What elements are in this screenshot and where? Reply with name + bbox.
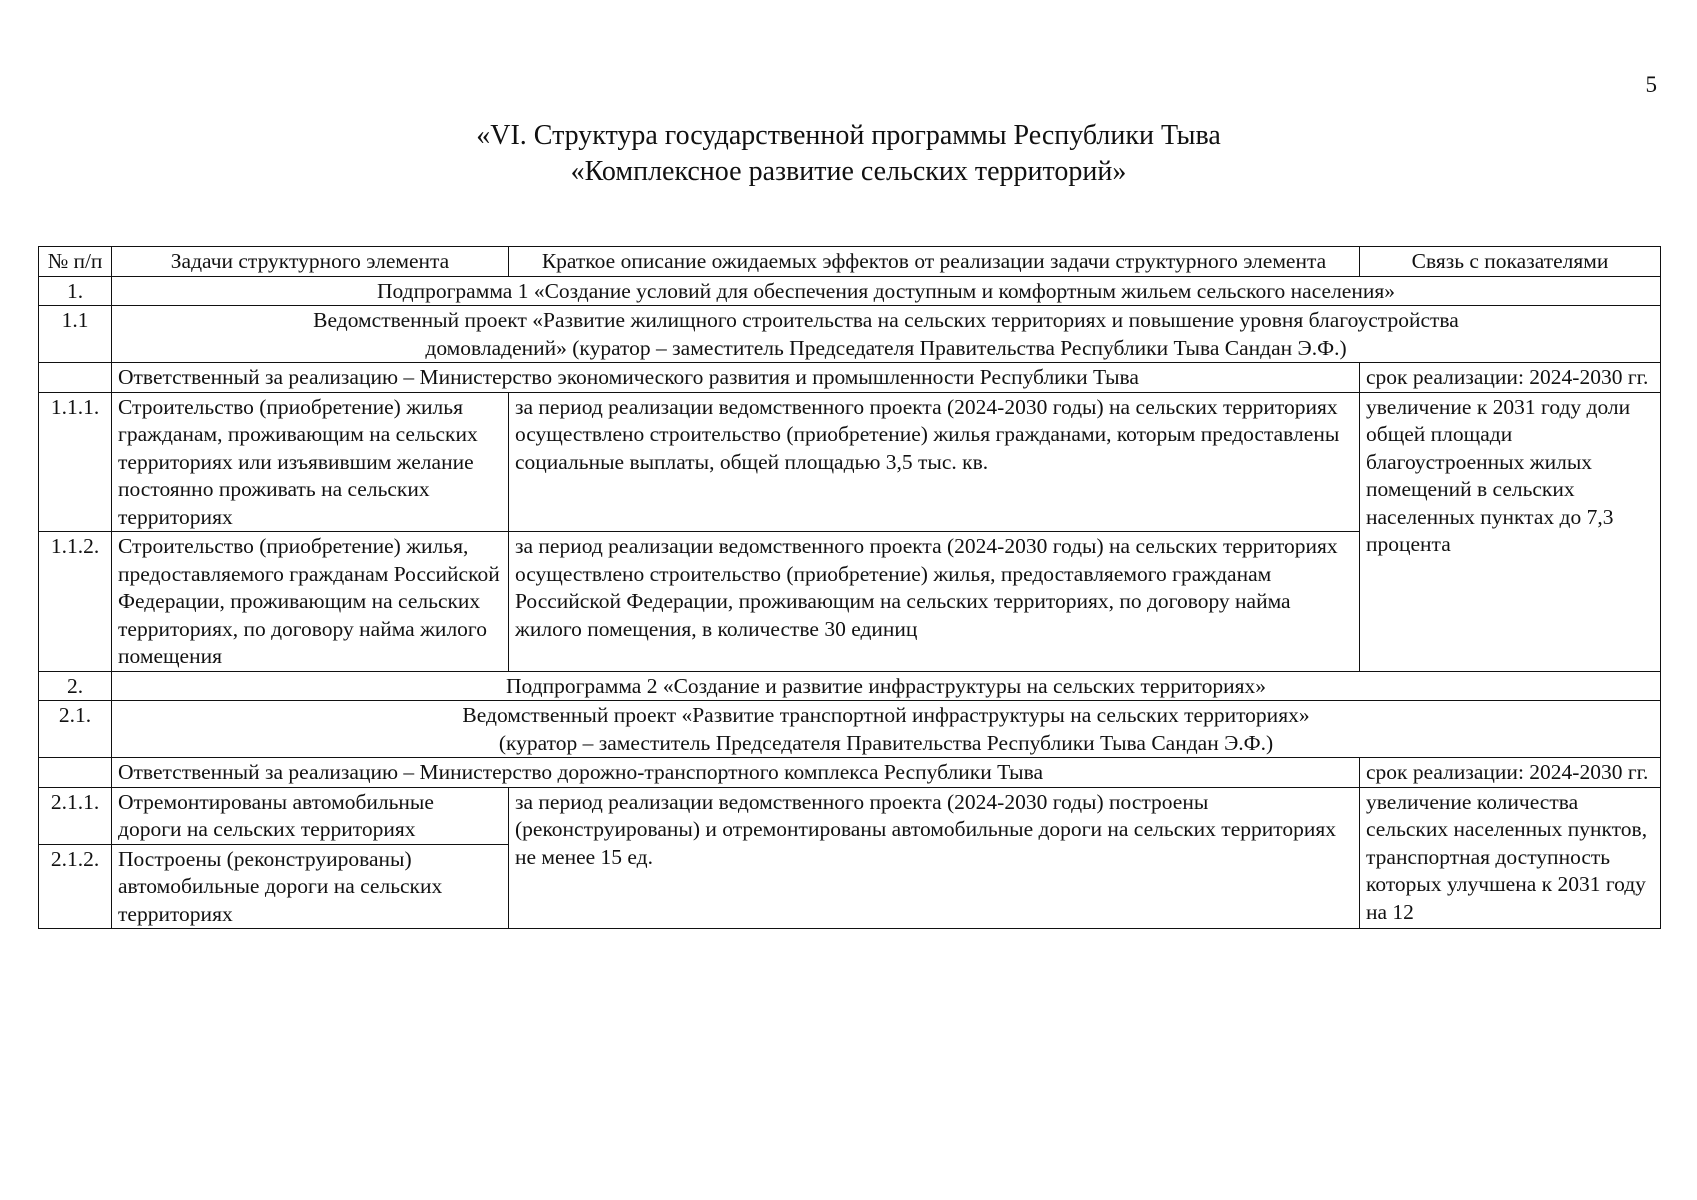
header-effects: Краткое описание ожидаемых эффектов от реализации задачи структурного элемента <box>509 247 1360 277</box>
structure-table <box>38 246 1661 929</box>
responsible-text: Ответственный за реализацию – Министерство дорожно-транспортного комплекса Республики Тыва <box>112 758 1360 788</box>
title-line-2: «Комплексное развитие сельских территорий» <box>570 156 1127 187</box>
effect-text: за период реализации ведомственного проекта (2024-2030 годы) построены (реконструированы) и отремонтированы автомобильные дороги на сельских территориях не менее 15 ед. <box>509 787 1360 929</box>
indicator-link-text: увеличение к 2031 году доли общей площади благоустроенных жилых помещений в сельских населенных пунктах до 7,3 процента <box>1360 392 1661 671</box>
table-row <box>39 701 1661 758</box>
page-number: 5 <box>1645 72 1657 97</box>
row-num <box>39 758 112 788</box>
table-row <box>39 276 1661 306</box>
header-num: № п/п <box>39 247 112 277</box>
table-row <box>39 787 1661 844</box>
task-text: Строительство (приобретение) жилья, предоставляемого гражданам Российской Федерации, проживающим на сельских территориях, по договору найма жилого помещения <box>112 532 509 672</box>
term-text: срок реализации: 2024-2030 гг. <box>1360 363 1661 393</box>
responsible-text: Ответственный за реализацию – Министерство экономического развития и промышленности Республики Тыва <box>112 363 1360 393</box>
row-num <box>39 363 112 393</box>
header-tasks: Задачи структурного элемента <box>112 247 509 277</box>
project-title-line: Ведомственный проект «Развитие транспортной инфраструктуры на сельских территориях» <box>462 703 1310 727</box>
effect-text: за период реализации ведомственного проекта (2024-2030 годы) на сельских территориях осуществлено строительство (приобретение) жилья гражданами, которым предоставлены социальные выплаты, общей площадью 3,5 тыс. кв. <box>509 392 1360 532</box>
task-text: Отремонтированы автомобильные дороги на сельских территориях <box>112 787 509 844</box>
subprogram-2-title: Подпрограмма 2 «Создание и развитие инфраструктуры на сельских территориях» <box>112 671 1661 701</box>
table-row <box>39 671 1661 701</box>
row-num: 1.1 <box>39 306 112 363</box>
header-link: Связь с показателями <box>1360 247 1661 277</box>
task-text: Построены (реконструированы) автомобильные дороги на сельских территориях <box>112 844 509 929</box>
table-row <box>39 758 1661 788</box>
row-num: 2.1. <box>39 701 112 758</box>
table-row <box>39 363 1661 393</box>
effect-text: за период реализации ведомственного проекта (2024-2030 годы) на сельских территориях осуществлено строительство (приобретение) жилья, предоставляемого гражданам Российской Федерации, проживающим на сельских территориях, по договору найма жилого помещения, в количестве 30 единиц <box>509 532 1360 672</box>
table-row <box>39 392 1661 532</box>
project-title-line: домовладений» (куратор – заместитель Председателя Правительства Республики Тыва Сандан Э.Ф.) <box>425 335 1347 360</box>
term-text: срок реализации: 2024-2030 гг. <box>1360 758 1661 788</box>
row-num: 1.1.1. <box>39 392 112 532</box>
project-title-line: (куратор – заместитель Председателя Правительства Республики Тыва Сандан Э.Ф.) <box>498 730 1274 755</box>
subprogram-1-title: Подпрограмма 1 «Создание условий для обеспечения доступным и комфортным жильем сельского населения» <box>112 276 1661 306</box>
row-num: 2.1.1. <box>39 787 112 844</box>
row-num: 1. <box>39 276 112 306</box>
row-num: 1.1.2. <box>39 532 112 672</box>
indicator-link-text: увеличение количества сельских населенных пунктов, транспортная доступность которых улучшена к 2031 году на 12 <box>1360 787 1661 929</box>
document-title <box>0 118 1697 190</box>
project-title-line: Ведомственный проект «Развитие жилищного строительства на сельских территориях и повышение уровня благоустройства <box>313 308 1459 332</box>
task-text: Строительство (приобретение) жилья гражданам, проживающим на сельских территориях или изъявившим желание постоянно проживать на сельских территориях <box>112 392 509 532</box>
table-header-row <box>39 247 1661 277</box>
table-row <box>39 306 1661 363</box>
title-line-1: «VI. Структура государственной программы Республики Тыва <box>476 120 1221 151</box>
project-1-1-title <box>112 306 1661 363</box>
row-num: 2. <box>39 671 112 701</box>
row-num: 2.1.2. <box>39 844 112 929</box>
project-2-1-title <box>112 701 1661 758</box>
